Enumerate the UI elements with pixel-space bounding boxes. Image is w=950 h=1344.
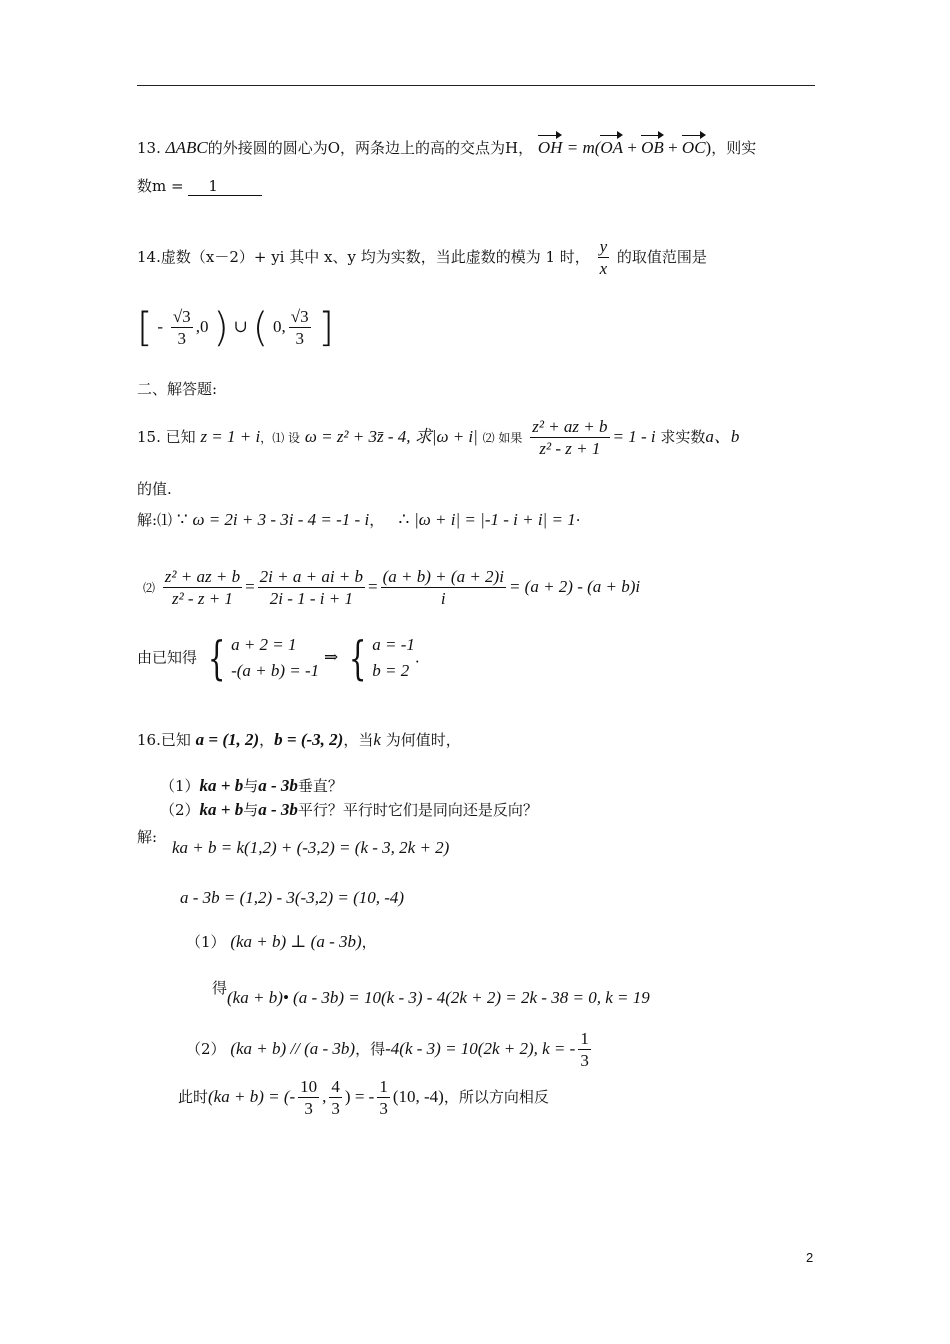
q15-end: . bbox=[414, 648, 420, 667]
q15-rhs: = 1 - i bbox=[612, 426, 656, 446]
q16-ask: 为何值时， bbox=[385, 731, 461, 749]
q15-sys2-r2: b = 2 bbox=[372, 661, 410, 681]
q13-answer: 1 bbox=[188, 177, 262, 196]
q14-ans-den1: 3 bbox=[177, 329, 187, 349]
q16-c1-eq: (ka + b)• (a - 3b) = 10(k - 3) - 4(2k + 2) = 2k - 38 = 0, k = 19 bbox=[227, 988, 650, 1007]
vec-oc: OC bbox=[682, 132, 706, 158]
q16-c1: (ka + b) ⊥ (a - 3b) bbox=[230, 932, 362, 951]
q16-c2-a: (ka + b) // (a - 3b) bbox=[230, 1038, 356, 1058]
q13-line1 bbox=[137, 132, 756, 158]
vec-oa: OA bbox=[600, 132, 623, 158]
q16-c2-label: （2） bbox=[186, 1039, 226, 1058]
q16-step2: a - 3b = (1,2) - 3(-3,2) = (10, -4) bbox=[180, 888, 405, 907]
q15-f1-num: z² + az + b bbox=[163, 566, 242, 588]
q14-frac-den: x bbox=[599, 259, 608, 279]
q15-frac-num: z² + az + b bbox=[530, 416, 609, 438]
q16-sol-label: 解: bbox=[137, 828, 158, 846]
q15-p1: ，⑴ 设 bbox=[260, 430, 301, 445]
q16-sub2-a: ka + b bbox=[199, 800, 244, 819]
q16-sub2 bbox=[160, 800, 538, 820]
q16-k: k bbox=[373, 730, 381, 749]
q15-sys1-r2: -(a + b) = -1 bbox=[231, 661, 320, 681]
q16-c2-fnum: 1 bbox=[578, 1028, 591, 1050]
q16-c3-f2d: 3 bbox=[331, 1099, 340, 1119]
q15-sol-label: 解:⑴ bbox=[137, 511, 173, 529]
q15-eq2: = bbox=[368, 576, 378, 596]
section-heading: 二、解答题: bbox=[137, 380, 218, 398]
q16-c2-mid: ，得 bbox=[355, 1039, 386, 1058]
q15-f2-num: 2i + a + ai + b bbox=[258, 566, 365, 588]
q16-sub1-b: a - 3b bbox=[258, 776, 298, 795]
q16-c2-fden: 3 bbox=[580, 1051, 589, 1071]
q16-sub1-label: （1） bbox=[160, 777, 200, 795]
q15-sys1-r1: a + 2 = 1 bbox=[231, 635, 297, 654]
q16-sub1 bbox=[160, 776, 343, 796]
page-number: 2 bbox=[806, 1250, 814, 1265]
q16-sub2-q: 平行？平行时它们是同向还是反向？ bbox=[297, 801, 538, 819]
q15-dot: · bbox=[575, 511, 581, 529]
q16-c3-frac1 bbox=[298, 1076, 319, 1120]
q15-z-def: z = 1 + i bbox=[200, 426, 261, 446]
q15-f2 bbox=[258, 566, 365, 610]
q15-p2-label: ⑵ bbox=[143, 580, 156, 595]
q16-sub2-with: 与 bbox=[243, 801, 259, 819]
q13-plus1: + bbox=[623, 138, 642, 157]
q16-case1-result bbox=[212, 978, 650, 1007]
q15-line1 bbox=[137, 416, 739, 460]
q15-vars: a、b bbox=[705, 426, 740, 446]
q16-sub2-label: （2） bbox=[160, 801, 200, 819]
vec-ob: OB bbox=[641, 132, 664, 158]
q15-frac-den: z² - z + 1 bbox=[539, 439, 601, 459]
right-bracket: ] bbox=[318, 304, 335, 351]
q15-number: 15. bbox=[137, 427, 161, 446]
q15-solution2 bbox=[143, 566, 640, 610]
q15-ask: 求实数 bbox=[660, 427, 706, 446]
q14-mid: ,0 bbox=[195, 316, 209, 336]
q15-eq1: = bbox=[245, 576, 255, 596]
vec-oh: OH bbox=[538, 132, 563, 158]
q15-solution1 bbox=[137, 510, 580, 530]
q15-fraction bbox=[530, 416, 609, 460]
q16-c2-frac bbox=[578, 1028, 591, 1072]
q14-ans-den2: 3 bbox=[295, 329, 304, 349]
q16-c3-a: (ka + b) = (- bbox=[208, 1086, 296, 1106]
q15-f3-den: i bbox=[440, 589, 446, 609]
q15-abs-calc: |ω + i| = |-1 - i + i| = 1 bbox=[414, 510, 576, 529]
q15-p2: ⑵ 如果 bbox=[482, 430, 523, 445]
q14-minus: - bbox=[157, 316, 164, 336]
q16-line1: 16.已知 a = (1, 2)，b = (-3, 2)，当k 为何值时， bbox=[137, 730, 461, 749]
q16-c3-f1d: 3 bbox=[304, 1099, 313, 1119]
q16-step1: ka + b = k(1,2) + (-3,2) = (k - 3, 2k + 2) bbox=[172, 838, 450, 857]
q16-c3-tail: (10, -4) bbox=[392, 1086, 444, 1106]
q14-zero: 0, bbox=[273, 316, 286, 336]
q16-number: 16.已知 bbox=[137, 731, 191, 749]
q15-line2: 的值. bbox=[137, 480, 172, 498]
q16-when: 当 bbox=[358, 731, 374, 749]
q16-a-def: a = (1, 2) bbox=[195, 730, 260, 749]
header-rule bbox=[137, 85, 815, 86]
q14-fraction bbox=[598, 236, 610, 280]
q15-system bbox=[137, 632, 420, 685]
q16-case2 bbox=[186, 1028, 594, 1072]
q15-f1 bbox=[163, 566, 242, 610]
q15-known: 由已知得 bbox=[137, 648, 198, 667]
q16-c3-f3d: 3 bbox=[379, 1099, 388, 1119]
q14-text: 14.虚数（x－2）+ yi 其中 x、y 均为实数，当此虚数的模为 1 时， bbox=[137, 247, 590, 266]
q16-c3-f1n: 10 bbox=[298, 1076, 319, 1098]
q16-case3 bbox=[178, 1076, 549, 1120]
q14-text-post: 的取值范围是 bbox=[616, 247, 707, 266]
left-brace: { bbox=[348, 631, 367, 686]
q14-ans-frac1 bbox=[171, 306, 193, 350]
q16-c3-comma: , bbox=[322, 1086, 327, 1106]
q16-b-def: b = (-3, 2) bbox=[274, 730, 344, 749]
q13-number: 13. bbox=[137, 139, 161, 157]
q16-sub1-q: 垂直？ bbox=[297, 777, 343, 795]
q16-sub2-b: a - 3b bbox=[258, 800, 298, 819]
q16-c3-pre: 此时 bbox=[178, 1087, 209, 1106]
q13-line2 bbox=[137, 177, 262, 196]
q15-sys2-r1: a = -1 bbox=[372, 635, 415, 654]
q16-c3-frac2 bbox=[329, 1076, 342, 1120]
q16-c3-end: ，所以方向相反 bbox=[443, 1087, 549, 1106]
q15-f3-num: (a + b) + (a + 2)i bbox=[381, 566, 506, 588]
q16-c2-eq: -4(k - 3) = 10(2k + 2), k = - bbox=[385, 1038, 576, 1058]
implies-symbol: ⇒ bbox=[323, 647, 339, 667]
q15-omega-calc: ω = 2i + 3 - 3i - 4 = -1 - i bbox=[192, 510, 370, 529]
left-brace: { bbox=[207, 631, 226, 686]
right-paren: ) bbox=[213, 304, 229, 351]
q13-line2-prefix: 数m = bbox=[137, 177, 189, 195]
q16-c3-frac3 bbox=[377, 1076, 390, 1120]
q15-sys2 bbox=[372, 632, 415, 685]
q13-plus2: + bbox=[663, 138, 682, 157]
q16-c1-get: 得 bbox=[212, 979, 228, 997]
q14-ans-num1: √3 bbox=[171, 306, 193, 328]
q16-c3-f2n: 4 bbox=[329, 1076, 342, 1098]
q13-eq-m: = m( bbox=[562, 138, 601, 157]
q16-c3-f3n: 1 bbox=[377, 1076, 390, 1098]
cup-symbol: ∪ bbox=[233, 316, 248, 336]
q14-frac-num: y bbox=[598, 236, 610, 258]
left-paren: ( bbox=[252, 304, 269, 351]
q15-comma: ， bbox=[369, 511, 385, 529]
q14-ans-num2: √3 bbox=[289, 306, 311, 328]
q16-case1 bbox=[186, 932, 377, 952]
q13-close: ) bbox=[705, 138, 712, 157]
q16-sub1-a: ka + b bbox=[199, 776, 244, 795]
because-symbol: ∵ bbox=[176, 510, 188, 529]
q16-c1-label: （1） bbox=[186, 933, 226, 951]
q15-f1-den: z² - z + 1 bbox=[171, 589, 233, 609]
therefore-symbol: ∴ bbox=[398, 510, 410, 529]
q16-c3-mid: ) = - bbox=[344, 1086, 375, 1106]
q15-sys1 bbox=[231, 632, 319, 685]
q13-text1: 的外接圆的圆心为O，两条边上的高的交点为H， bbox=[207, 139, 534, 157]
q16-sub1-with: 与 bbox=[243, 777, 259, 795]
q13-text2: ，则实 bbox=[711, 139, 757, 157]
q14-line1 bbox=[137, 236, 707, 280]
q15-given: 已知 bbox=[165, 427, 196, 446]
q13-triangle: ΔABC bbox=[165, 138, 208, 157]
q14-answer bbox=[137, 306, 334, 350]
q14-ans-frac2 bbox=[289, 306, 311, 350]
q15-result: = (a + 2) - (a + b)i bbox=[508, 576, 641, 596]
q15-omega-def: ω = z² + 3z̄ - 4, 求|ω + i| bbox=[304, 426, 478, 446]
left-bracket: [ bbox=[137, 304, 153, 351]
q15-f3 bbox=[381, 566, 506, 610]
q15-f2-den: 2i - 1 - i + 1 bbox=[269, 589, 353, 609]
q16-c1-end: ， bbox=[361, 933, 377, 951]
